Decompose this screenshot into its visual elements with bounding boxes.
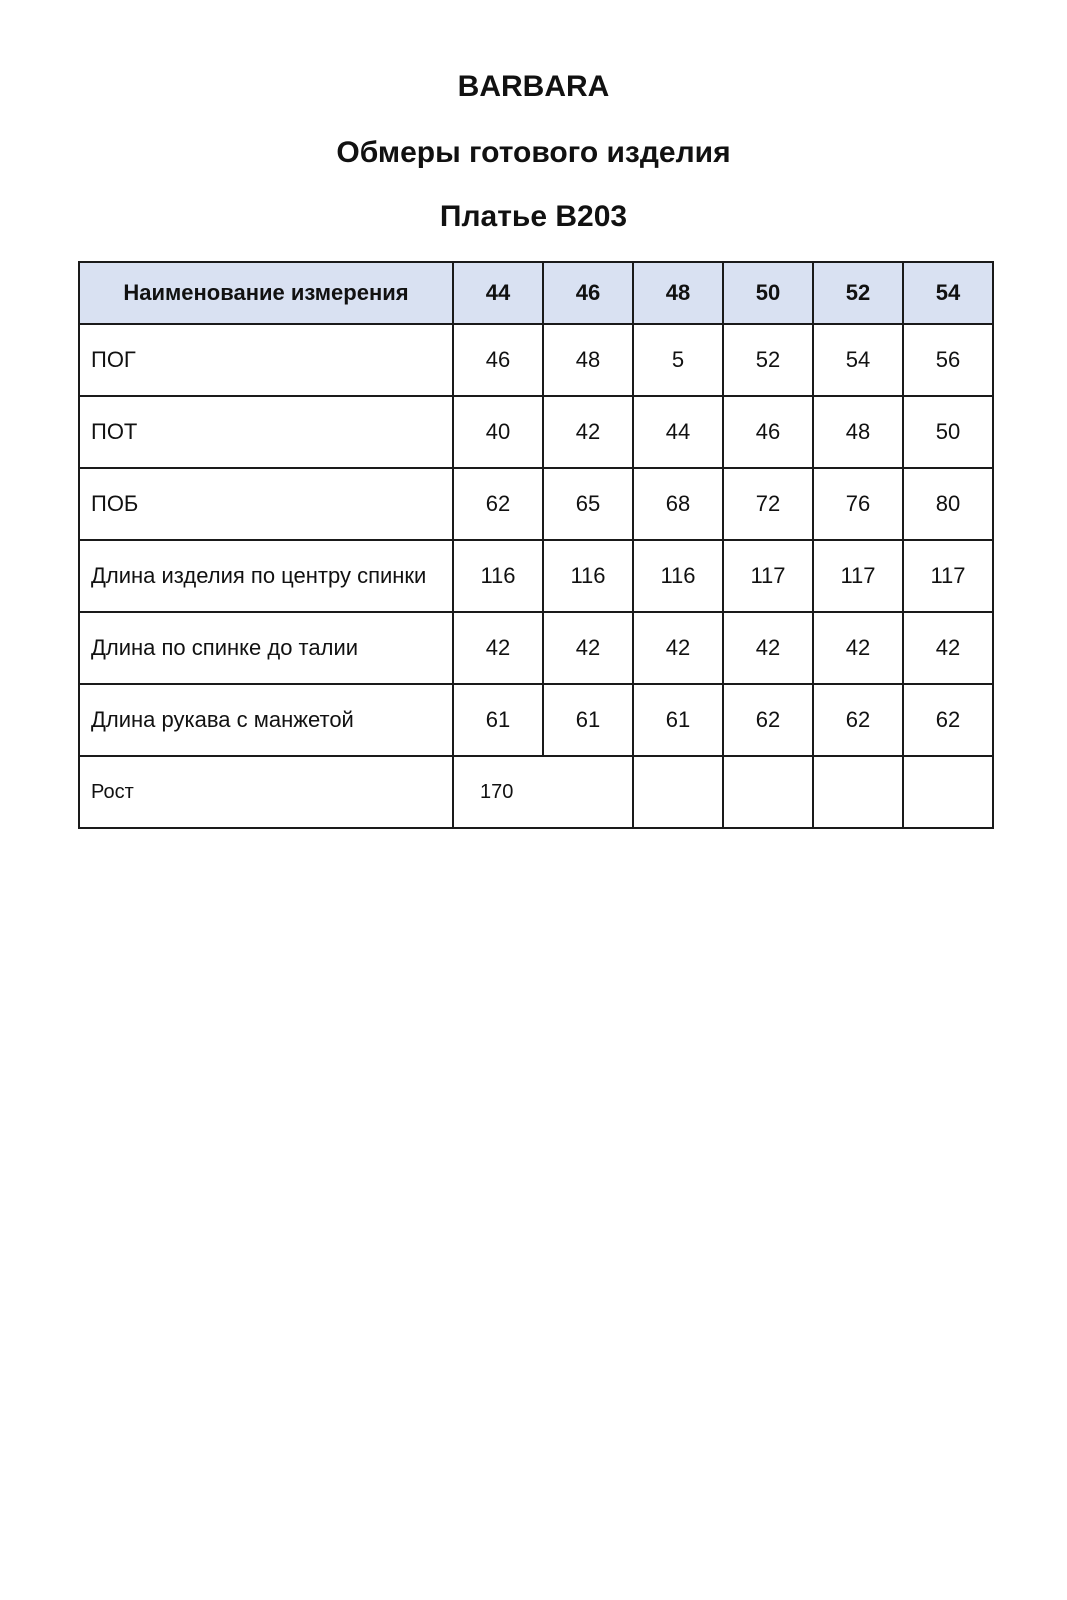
table-cell: 54 [813, 324, 903, 396]
table-cell: 117 [723, 540, 813, 612]
table-cell: 42 [903, 612, 993, 684]
empty-cell [903, 756, 993, 828]
table-row [79, 396, 993, 468]
table-cell: 62 [453, 468, 543, 540]
table-cell: 42 [453, 612, 543, 684]
table-cell: 42 [813, 612, 903, 684]
empty-cell [723, 756, 813, 828]
table-cell: 116 [633, 540, 723, 612]
table-row [79, 468, 993, 540]
table-cell: 72 [723, 468, 813, 540]
height-value-cell: 170 [453, 756, 633, 828]
header-size: 50 [723, 262, 813, 324]
table-cell: 62 [723, 684, 813, 756]
table-cell: 50 [903, 396, 993, 468]
row-label: Рост [79, 756, 453, 828]
table-cell: 62 [813, 684, 903, 756]
header-measurement-name: Наименование измерения [79, 262, 453, 324]
row-label: Длина рукава с манжетой [79, 684, 453, 756]
table-cell: 80 [903, 468, 993, 540]
table-cell: 76 [813, 468, 903, 540]
table-cell: 56 [903, 324, 993, 396]
header-size: 54 [903, 262, 993, 324]
measurements-table [78, 261, 994, 829]
table-row [79, 324, 993, 396]
table-cell: 62 [903, 684, 993, 756]
table-cell: 116 [543, 540, 633, 612]
table-cell: 117 [813, 540, 903, 612]
table-cell: 61 [633, 684, 723, 756]
table-row [79, 612, 993, 684]
table-cell: 52 [723, 324, 813, 396]
table-cell: 68 [633, 468, 723, 540]
table-cell: 42 [633, 612, 723, 684]
header-size: 48 [633, 262, 723, 324]
table-cell: 42 [543, 396, 633, 468]
table-cell: 46 [453, 324, 543, 396]
table-cell: 65 [543, 468, 633, 540]
row-label: ПОБ [79, 468, 453, 540]
row-label: ПОГ [79, 324, 453, 396]
row-label: Длина по спинке до талии [79, 612, 453, 684]
table-cell: 116 [453, 540, 543, 612]
table-row-height [79, 756, 993, 828]
brand-title: BARBARA [457, 70, 610, 103]
table-cell: 61 [543, 684, 633, 756]
table-cell: 40 [453, 396, 543, 468]
table-row [79, 540, 993, 612]
table-header-row [79, 262, 993, 324]
table-cell: 42 [543, 612, 633, 684]
table-cell: 46 [723, 396, 813, 468]
row-label: ПОТ [79, 396, 453, 468]
document-subtitle: Обмеры готового изделия [336, 136, 731, 169]
table-row [79, 684, 993, 756]
table-cell: 48 [813, 396, 903, 468]
row-label: Длина изделия по центру спинки [79, 540, 453, 612]
table-cell: 5 [633, 324, 723, 396]
product-title: Платье B203 [439, 200, 628, 233]
table-cell: 117 [903, 540, 993, 612]
table-cell: 44 [633, 396, 723, 468]
table-cell: 61 [453, 684, 543, 756]
header-size: 44 [453, 262, 543, 324]
empty-cell [633, 756, 723, 828]
table-cell: 42 [723, 612, 813, 684]
header-size: 52 [813, 262, 903, 324]
empty-cell [813, 756, 903, 828]
header-size: 46 [543, 262, 633, 324]
table-cell: 48 [543, 324, 633, 396]
